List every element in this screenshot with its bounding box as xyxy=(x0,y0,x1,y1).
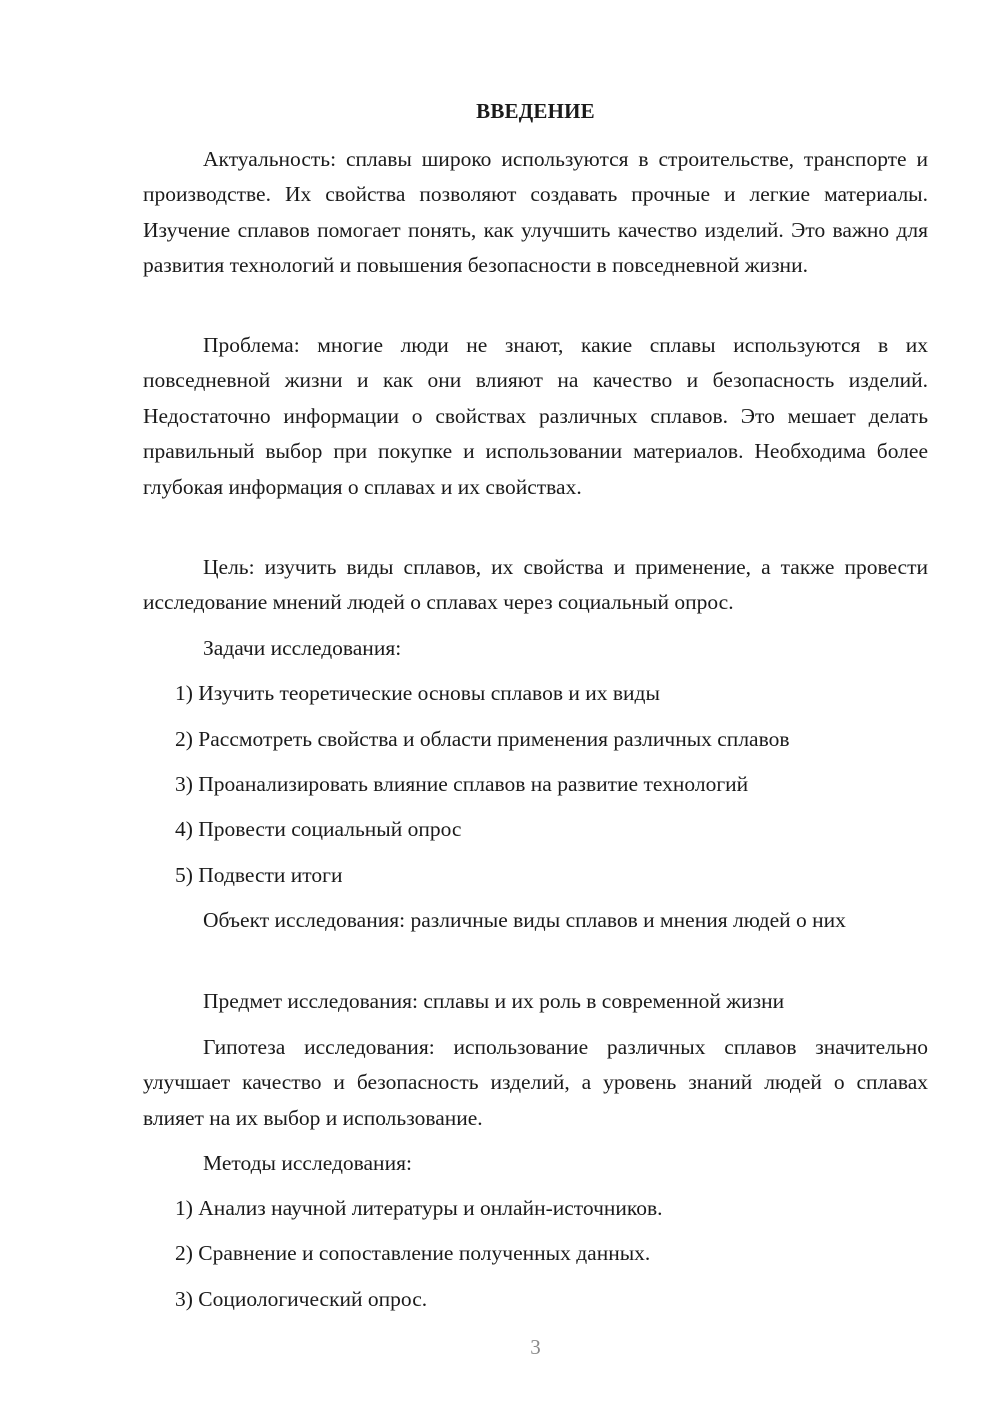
list-item: 1) Анализ научной литературы и онлайн-источников. xyxy=(175,1196,663,1220)
hypothesis-paragraph: Гипотеза исследования: использование различных сплавов значительно улучшает качество и безопасность изделий, а уровень знаний людей о сплавах влияет на их выбор и использование. xyxy=(143,1035,928,1130)
section-title: ВВЕДЕНИЕ xyxy=(476,99,595,123)
object-paragraph: Объект исследования: различные виды сплавов и мнения людей о них xyxy=(203,908,846,932)
relevance-paragraph: Актуальность: сплавы широко используются в строительстве, транспорте и производстве. Их свойства позволяют создавать прочные и легкие материалы. Изучение сплавов помогает понять, как улучшить качество изделий. Это важно для развития технологий и повышения безопасности в повседневной жизни. xyxy=(143,147,928,278)
list-item: 1) Изучить теоретические основы сплавов и их виды xyxy=(175,681,660,705)
list-item: 2) Рассмотреть свойства и области применения различных сплавов xyxy=(175,727,790,751)
list-item: 3) Проанализировать влияние сплавов на развитие технологий xyxy=(175,772,749,796)
list-item: 5) Подвести итоги xyxy=(175,863,343,887)
goal-paragraph: Цель: изучить виды сплавов, их свойства и применение, а также провести исследование мнений людей о сплавах через социальный опрос. xyxy=(143,555,928,615)
page-number: 3 xyxy=(530,1335,541,1359)
list-item: 4) Провести социальный опрос xyxy=(175,817,462,841)
document-page xyxy=(143,0,928,1414)
tasks-label: Задачи исследования: xyxy=(203,636,402,660)
list-item: 2) Сравнение и сопоставление полученных данных. xyxy=(175,1241,651,1265)
methods-label: Методы исследования: xyxy=(203,1151,412,1175)
list-item: 3) Социологический опрос. xyxy=(175,1287,428,1311)
subject-paragraph: Предмет исследования: сплавы и их роль в современной жизни xyxy=(203,989,785,1013)
problem-paragraph: Проблема: многие люди не знают, какие сплавы используются в их повседневной жизни и как они влияют на качество и безопасность изделий. Недостаточно информации о свойствах различных сплавов. Это мешает делать правильный выбор при покупке и использовании материалов. Необходима более глубокая информация о сплавах и их свойствах. xyxy=(143,333,928,499)
